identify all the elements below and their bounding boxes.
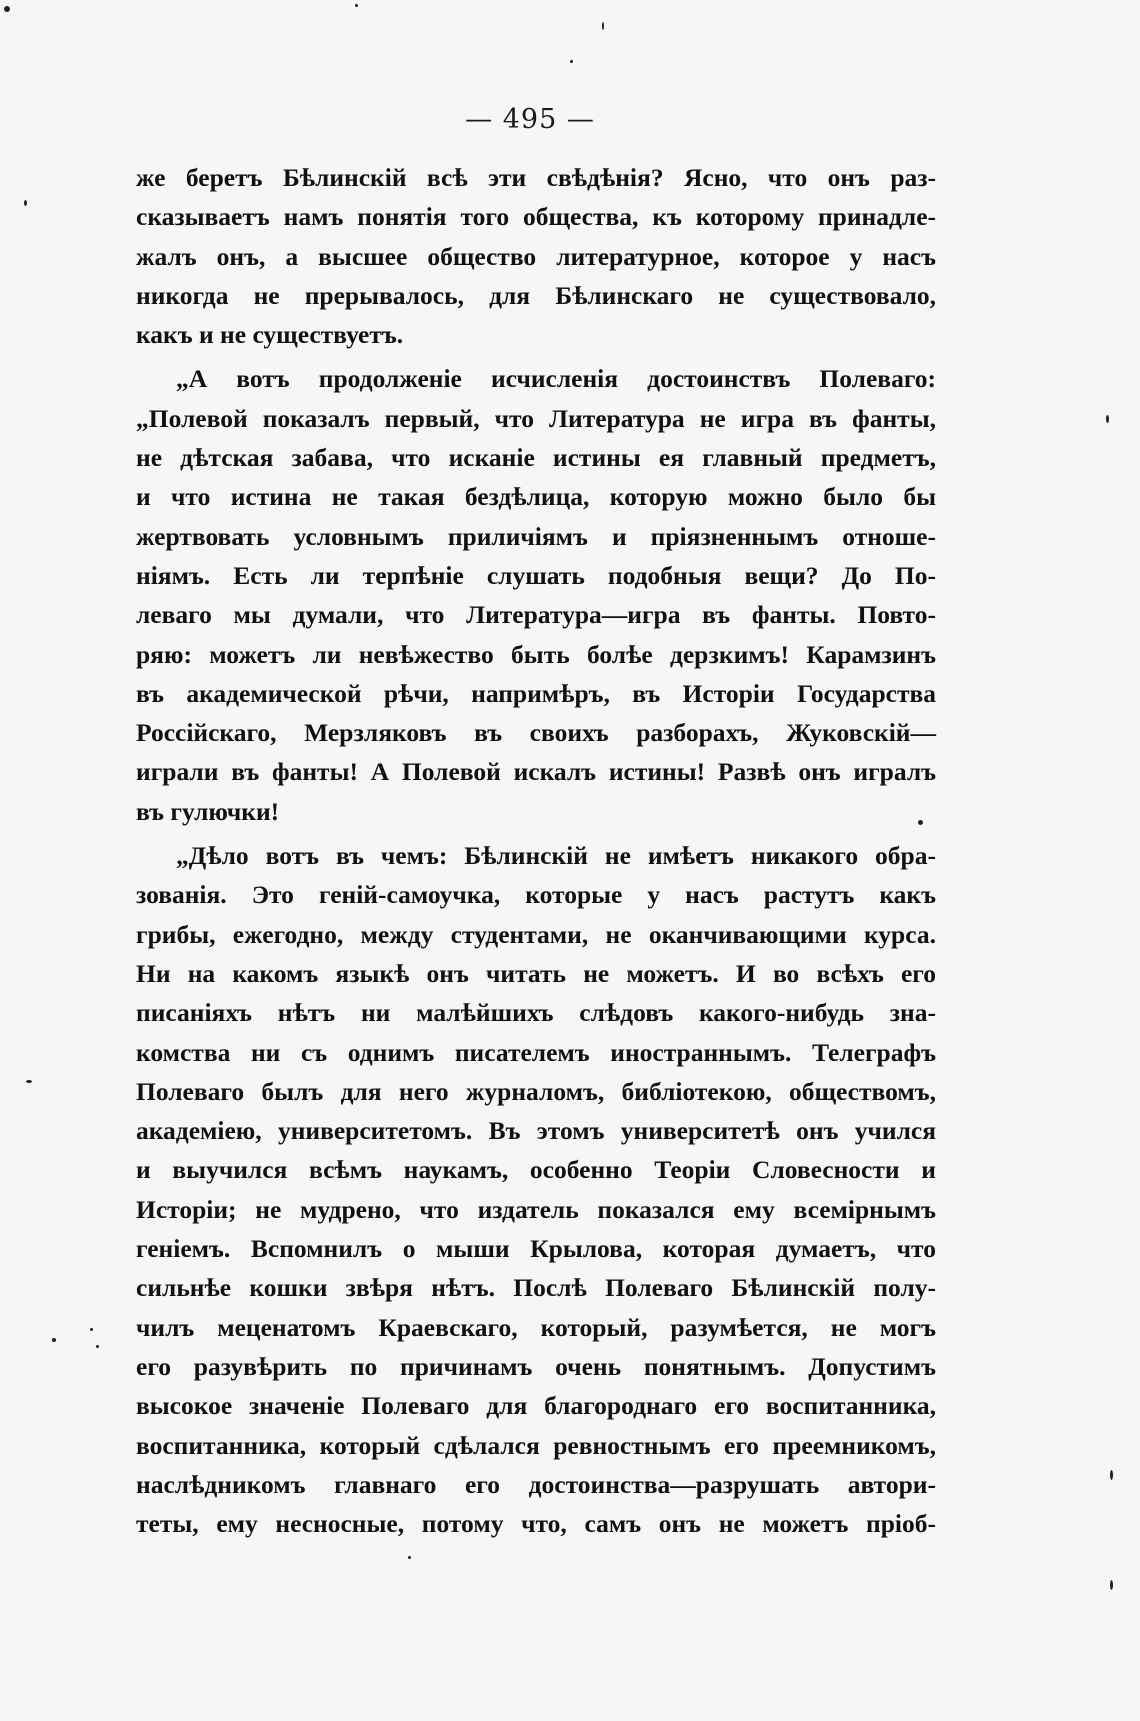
text-line: въ академической рѣчи, напримѣръ, въ Исторіи Государства — [136, 678, 936, 708]
text-line: никогда не прерывалось, для Бѣлинскаго не существовало, — [136, 280, 936, 310]
text-line: жертвовать условнымъ приличіямъ и пріязненнымъ отноше- — [136, 521, 936, 551]
text-line: леваго мы думали, что Литература—игра въ фанты. Повто- — [136, 600, 936, 630]
scan-speck — [408, 1556, 411, 1559]
text-line: Ни на какомъ языкѣ онъ читать не можетъ. И во всѣхъ его — [136, 958, 936, 988]
text-line: же беретъ Бѣлинскій всѣ эти свѣдѣнія? Ясно, что онъ раз- — [136, 163, 936, 192]
text-line: Полеваго былъ для него журналомъ, библіотекою, обществомъ, — [136, 1076, 936, 1106]
text-line: комства ни съ однимъ писателемъ иностраннымъ. Телеграфъ — [136, 1037, 936, 1067]
text-line: какъ и не существуетъ. — [136, 320, 404, 350]
scan-speck — [1110, 1580, 1113, 1590]
text-line: сказываетъ намъ понятія того общества, къ которому принадле- — [136, 202, 936, 232]
scan-speck — [90, 1328, 93, 1331]
text-line: не дѣтская забава, что исканіе истины ея главный предметъ, — [136, 443, 936, 473]
scan-speck — [570, 60, 573, 63]
scan-speck — [26, 1080, 32, 1083]
scan-speck — [52, 1338, 56, 1342]
text-line: „Дѣло вотъ въ чемъ: Бѣлинскій не имѣетъ никакого обра- — [176, 841, 936, 871]
text-line: Исторіи; не мудрено, что издатель показался ему всемірнымъ — [136, 1194, 936, 1224]
text-line: писаніяхъ нѣтъ ни малѣйшихъ слѣдовъ какого-нибудь зна- — [136, 998, 936, 1028]
text-line: „Полевой показалъ первый, что Литература не игра въ фанты, — [136, 403, 936, 433]
scan-speck — [1106, 415, 1109, 423]
body-text — [136, 158, 936, 1543]
text-line: его разувѣрить по причинамъ очень понятнымъ. Допустимъ — [136, 1351, 936, 1381]
scan-speck — [918, 820, 923, 825]
text-line: „А вотъ продолженіе исчисленія достоинствъ Полеваго: — [176, 364, 936, 394]
text-line: ніямъ. Есть ли терпѣніе слушать подобныя вещи? До По- — [136, 560, 936, 590]
scan-speck — [24, 200, 27, 206]
text-line: воспитанника, который сдѣлался ревностнымъ его преемникомъ, — [136, 1430, 936, 1460]
text-line: жалъ онъ, а высшее общество литературное, которое у насъ — [136, 241, 936, 271]
text-line: наслѣдникомъ главнаго его достоинства—разрушать автори- — [136, 1469, 936, 1499]
text-line: зованія. Это геній-самоучка, которые у насъ растутъ какъ — [136, 880, 936, 910]
scan-speck — [602, 22, 604, 30]
text-line: высокое значеніе Полеваго для благороднаго его воспитанника, — [136, 1391, 936, 1421]
text-line: сильнѣе кошки звѣря нѣтъ. Послѣ Полеваго Бѣлинскій полу- — [136, 1273, 936, 1303]
text-line: ряю: можетъ ли невѣжество быть болѣе дерзкимъ! Карамзинъ — [136, 639, 936, 669]
text-line: теты, ему несносные, потому что, самъ онъ не можетъ пріоб- — [136, 1509, 936, 1539]
text-line: геніемъ. Вспомнилъ о мыши Крылова, которая думаетъ, что — [136, 1234, 936, 1264]
scan-speck — [1110, 1470, 1113, 1480]
scan-speck — [4, 6, 10, 12]
scan-speck — [96, 1345, 99, 1348]
page-number: — 495 — — [465, 104, 595, 135]
text-line: академіею, университетомъ. Въ этомъ университетѣ онъ учился — [136, 1116, 936, 1146]
text-line: чилъ меценатомъ Краевскаго, который, разумѣется, не могъ — [136, 1312, 936, 1342]
text-line: и что истина не такая бездѣлица, которую можно было бы — [136, 482, 936, 512]
text-line: и выучился всѣмъ наукамъ, особенно Теоріи Словесности и — [136, 1155, 936, 1185]
text-line: грибы, ежегодно, между студентами, не оканчивающими курса. — [136, 919, 936, 949]
scan-speck — [355, 4, 358, 7]
text-line: Россійскаго, Мерзляковъ въ своихъ разборахъ, Жуковскій— — [136, 718, 936, 748]
text-line: играли въ фанты! А Полевой искалъ истины! Развѣ онъ игралъ — [136, 757, 936, 787]
text-line: въ гулючки! — [136, 796, 280, 826]
